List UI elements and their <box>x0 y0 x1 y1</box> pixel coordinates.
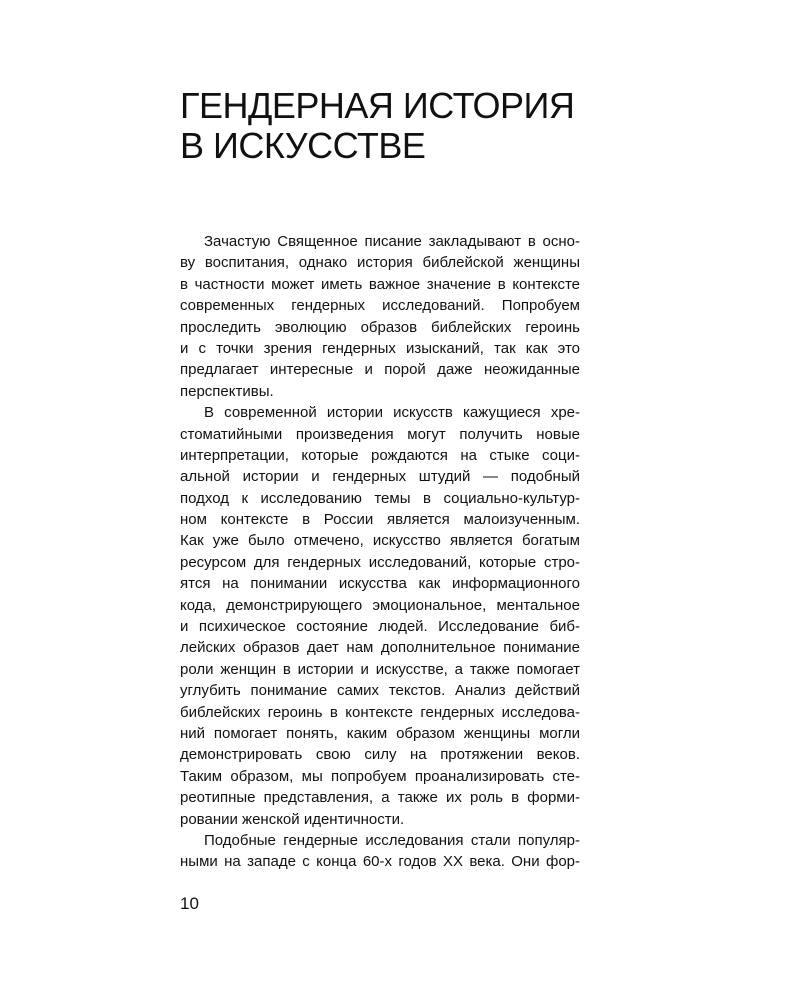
text-line: и психическое состояние людей. Исследование биб- <box>180 618 580 636</box>
text-line: ровании женской идентичности. <box>180 810 405 828</box>
text-line: реотипные представления, а также их роль в форми- <box>180 789 580 807</box>
text-line: перспективы. <box>180 382 274 400</box>
chapter-title-line: ГЕНДЕРНАЯ ИСТОРИЯ <box>180 85 575 126</box>
text-line: Подобные гендерные исследования стали популяр- <box>204 831 580 849</box>
page-number: 10 <box>180 894 199 913</box>
text-line: подход к исследованию темы в социально-культур- <box>180 489 580 507</box>
text-line: Таким образом, мы попробуем проанализировать сте- <box>180 767 580 785</box>
text-line: Как уже было отмечено, искусство является богатым <box>180 532 580 550</box>
text-line: и с точки зрения гендерных изысканий, так как это <box>180 339 580 357</box>
text-line: ву воспитания, однако история библейской женщины <box>180 254 580 272</box>
chapter-title <box>180 86 640 166</box>
paragraph <box>180 231 580 402</box>
text-line: кода, демонстрирующего эмоциональное, ментальное <box>180 596 580 614</box>
text-line: интерпретации, которые рождаются на стыке соци- <box>180 446 580 464</box>
text-line: углубить понимание самих текстов. Анализ действий <box>180 682 580 700</box>
chapter-title-line: В ИСКУССТВЕ <box>180 125 426 166</box>
text-line: ном контексте в России является малоизученным. <box>180 511 580 529</box>
text-line: альной истории и гендерных штудий — подобный <box>180 468 580 486</box>
text-line: в частности может иметь важное значение в контексте <box>180 275 580 293</box>
text-line: Зачастую Священное писание закладывают в осно- <box>204 233 580 250</box>
paragraph <box>180 402 580 830</box>
text-line: предлагает интересные и порой даже неожиданные <box>180 361 580 379</box>
text-line: библейских героинь в контексте гендерных исследова- <box>180 703 580 721</box>
text-line: ний помогает понять, каким образом женщины могли <box>180 724 580 742</box>
text-line: стоматийными произведения могут получить новые <box>180 425 580 443</box>
text-line: демонстрировать свою силу на протяжении веков. <box>180 746 580 764</box>
text-line: современных гендерных исследований. Попробуем <box>180 297 580 315</box>
text-line: ными на западе с конца 60-х годов XX века. Они фор- <box>180 853 580 871</box>
text-line: проследить эволюцию образов библейских героинь <box>180 318 580 336</box>
text-line: лейских образов дает нам дополнительное понимание <box>180 639 580 657</box>
text-line: В современной истории искусств кажущиеся хре- <box>204 404 580 422</box>
text-line: ятся на понимании искусства как информационного <box>180 575 580 593</box>
paragraph <box>180 830 580 873</box>
body-text <box>180 231 580 873</box>
text-line: ресурсом для гендерных исследований, которые стро- <box>180 553 580 571</box>
text-line: роли женщин в истории и искусстве, а также помогает <box>180 660 580 678</box>
